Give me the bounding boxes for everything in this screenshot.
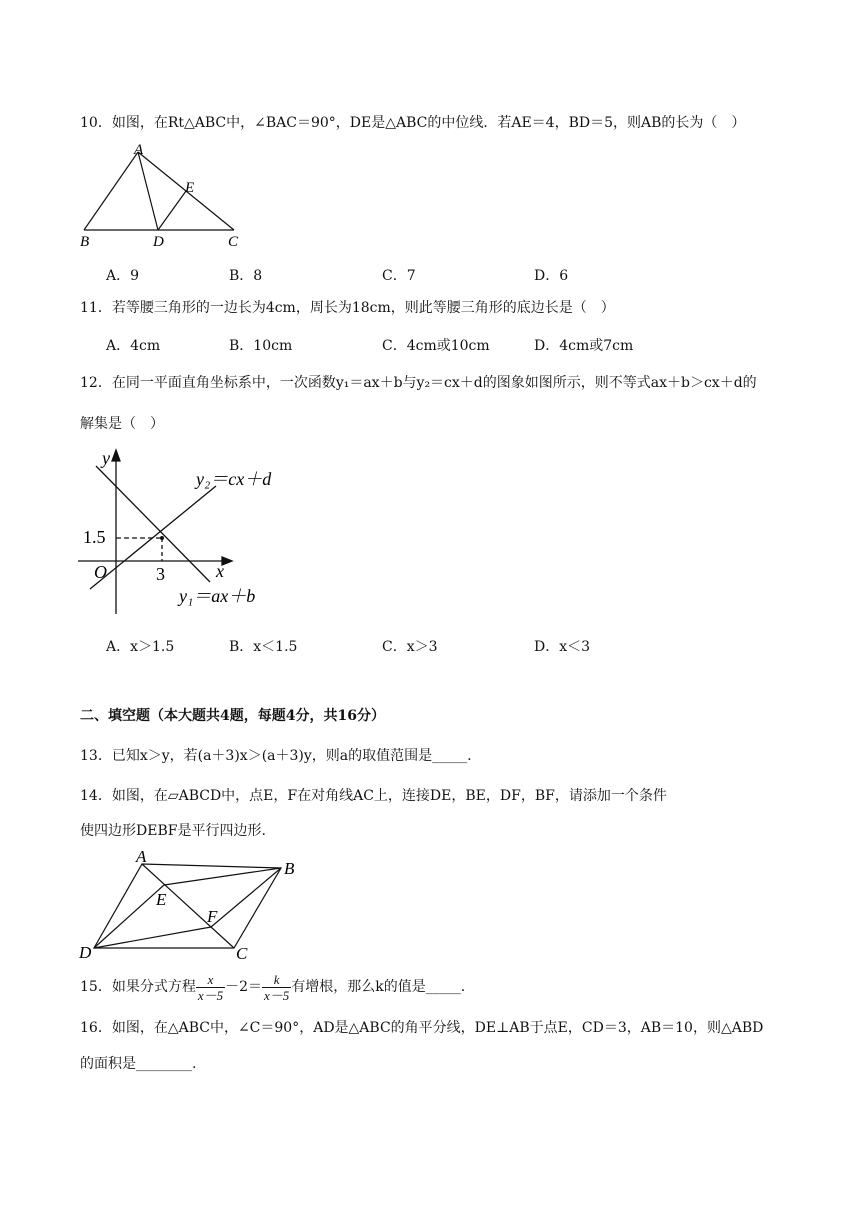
q12-figure	[76, 444, 296, 619]
q12-line2-label: y₂＝cx＋d	[196, 469, 272, 489]
q10-label-a: A	[134, 142, 144, 158]
q15-frac1-numerator: x	[196, 972, 225, 988]
q14-label-b: B	[284, 859, 295, 878]
q10-option-c: C．7	[382, 268, 416, 284]
q12-option-a: A．x＞1.5	[106, 639, 175, 655]
q10-label-d: D	[153, 234, 164, 250]
q10-option-a: A．9	[106, 268, 140, 284]
q12-y-axis-label: y	[102, 448, 110, 468]
q15-prefix: 15．如果分式方程	[80, 979, 196, 995]
q12-option-d: D．x＜3	[534, 639, 591, 655]
q16-text-line2: 的面积是________.	[80, 1056, 197, 1072]
q12-option-b: B．x＜1.5	[229, 639, 298, 655]
q15-text	[80, 970, 465, 1004]
q15-frac2-denominator: x－5	[264, 987, 290, 1003]
q14-label-e: E	[156, 890, 167, 909]
q15-fraction-2	[262, 972, 291, 1003]
q15-frac1-denominator: x－5	[197, 987, 224, 1003]
q11-option-a: A．4cm	[106, 338, 161, 354]
q14-label-f: F	[207, 907, 218, 926]
q14-label-a: A	[136, 847, 147, 866]
q12-text-line2: 解集是（ ）	[80, 416, 164, 432]
q10-figure	[78, 140, 253, 252]
q11-text: 11．若等腰三角形的一边长为4cm，周长为18cm，则此等腰三角形的底边长是（ ）	[80, 300, 615, 316]
q10-label-e: E	[185, 180, 195, 196]
q10-label-b: B	[80, 234, 90, 250]
q11-option-b: B．10cm	[229, 338, 293, 354]
q15-frac2-numerator: k	[262, 972, 291, 988]
q10-label-c: C	[228, 234, 239, 250]
q14-label-c: C	[236, 944, 248, 963]
q12-line1-label: y₁＝ax＋b	[179, 586, 256, 606]
q13-text: 13．已知x＞y，若(a＋3)x＞(a＋3)y，则a的取值范围是_____.	[80, 748, 472, 764]
q16-text-line1: 16．如图，在△ABC中，∠C＝90°，AD是△ABC的角平分线，DE⊥AB于点E，CD＝3，AB＝10，则△ABD	[80, 1020, 764, 1036]
q14-text-line1: 14．如图，在▱ABCD中，点E，F在对角线AC上，连接DE，BE，DF，BF，请添加一个条件	[80, 788, 667, 804]
q12-y-tick-label: 1.5	[83, 527, 106, 547]
q15-fraction-1	[196, 972, 225, 1003]
q11-option-c: C．4cm或10cm	[382, 338, 490, 354]
q14-figure	[76, 846, 306, 964]
q12-option-c: C．x＞3	[382, 639, 438, 655]
q10-option-d: D．6	[534, 268, 569, 284]
q15-suffix: 有增根，那么k的值是_____.	[291, 979, 466, 995]
q12-x-axis-label: x	[216, 561, 224, 581]
q12-text-line1: 12．在同一平面直角坐标系中，一次函数y₁＝ax＋b与y₂＝cx＋d的图象如图所示，则不等式ax＋b＞cx＋d的	[80, 375, 757, 391]
q10-text: 10．如图，在Rt△ABC中，∠BAC＝90°，DE是△ABC的中位线．若AE＝4，BD＝5，则AB的长为（ ）	[80, 115, 746, 131]
q12-x-tick-label: 3	[156, 564, 165, 584]
q14-label-d: D	[79, 943, 92, 962]
q11-option-d: D．4cm或7cm	[534, 338, 634, 354]
q12-origin-label: O	[94, 562, 107, 582]
q14-text-line2: 使四边形DEBF是平行四边形.	[80, 823, 266, 839]
q10-option-b: B．8	[229, 268, 263, 284]
q15-middle: －2＝	[225, 979, 263, 995]
section-title: 二、填空题（本大题共4题，每题4分，共16分）	[80, 708, 385, 724]
